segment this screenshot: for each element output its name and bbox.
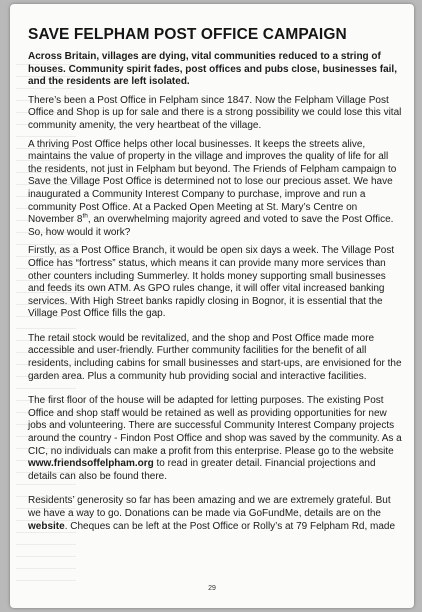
paragraph-campaign — [28, 139, 404, 240]
document-page — [10, 4, 414, 608]
paragraph-donations-text-end: . Cheques can be left at the Post Office or Rolly’s at 79 Felpham Rd, made — [64, 520, 396, 532]
paragraph-branch: Firstly, as a Post Office Branch, it would be open six days a week. The Village Post Office has “fortress” status, which means it can provide many more services than other counters including Summerley. It holds money supporting small businesses and feeds its own ATM. As GPO rules change, it will offer vital increased banking services. With High Street banks rapidly closing in Bognor, it is essential that the Village Post Office fills the gap. — [28, 245, 395, 320]
paragraph-donations-text: Residents’ generosity so far has been amazing and we are extremely grateful. But we have a way to go. Donations can be made via GoFundMe, details are on the — [28, 495, 391, 519]
paragraph-first-floor-text: The first floor of the house will be adapted for letting purposes. The existing Post Office and shop staff would be retained as well as providing opportunities for new jobs and volunteering. There are successful Community Interest Company projects around the country - Findon Post Office and shop was saved by the community. As a CIC, no individuals can make a profit from this enterprise. Please go to the website — [28, 395, 402, 457]
paragraph-first-floor-text-end: to read in greater detail. Financial projections and details can also be found there. — [28, 458, 376, 482]
website-url: www.friendsoffelpham.org — [28, 458, 154, 470]
paragraph-campaign-text: A thriving Post Office helps other local businesses. It keeps the streets alive, maintains the value of property in the village and improves the quality of life for all the residents, not just in Felpham but beyond. The Friends of Felpham campaign to Save the Village Post Office is determined not to lose our precious asset. We have inaugurated a Community Interest Company to purchase, improve and run a community Post Office. At a Packed Open Meeting at St. Mary’s Centre on November 8 — [28, 138, 397, 226]
paragraph-donations — [28, 495, 404, 533]
lead-paragraph: Across Britain, villages are dying, vital communities reduced to a string of houses. Community spirit fades, post offices and pubs close, businesses fail, and the residents are left isolated. — [28, 51, 397, 88]
paragraph-history: There’s been a Post Office in Felpham since 1847. Now the Felpham Village Post Office and Shop is up for sale and there is a strong possibility we could lose this vital community amenity, the very heartbeat of the village. — [28, 94, 402, 131]
article — [28, 26, 404, 539]
article-title: SAVE FELPHAM POST OFFICE CAMPAIGN — [28, 26, 347, 43]
paragraph-first-floor — [28, 395, 404, 483]
paragraph-campaign-text-end: , an overwhelming majority agreed and voted to save the Post Office. So, how would it work? — [28, 214, 394, 238]
paragraph-retail: The retail stock would be revitalized, and the shop and Post Office made more accessible and user-friendly. Further community facilities for the benefit of all residents, including cabins for small businesses and start-ups, are envisioned for the garden area. Plus a community hub providing social and interactive facilities. — [28, 332, 402, 382]
page-number: 29 — [208, 585, 216, 592]
website-word: website — [28, 520, 65, 532]
date-ordinal: th — [82, 212, 88, 220]
